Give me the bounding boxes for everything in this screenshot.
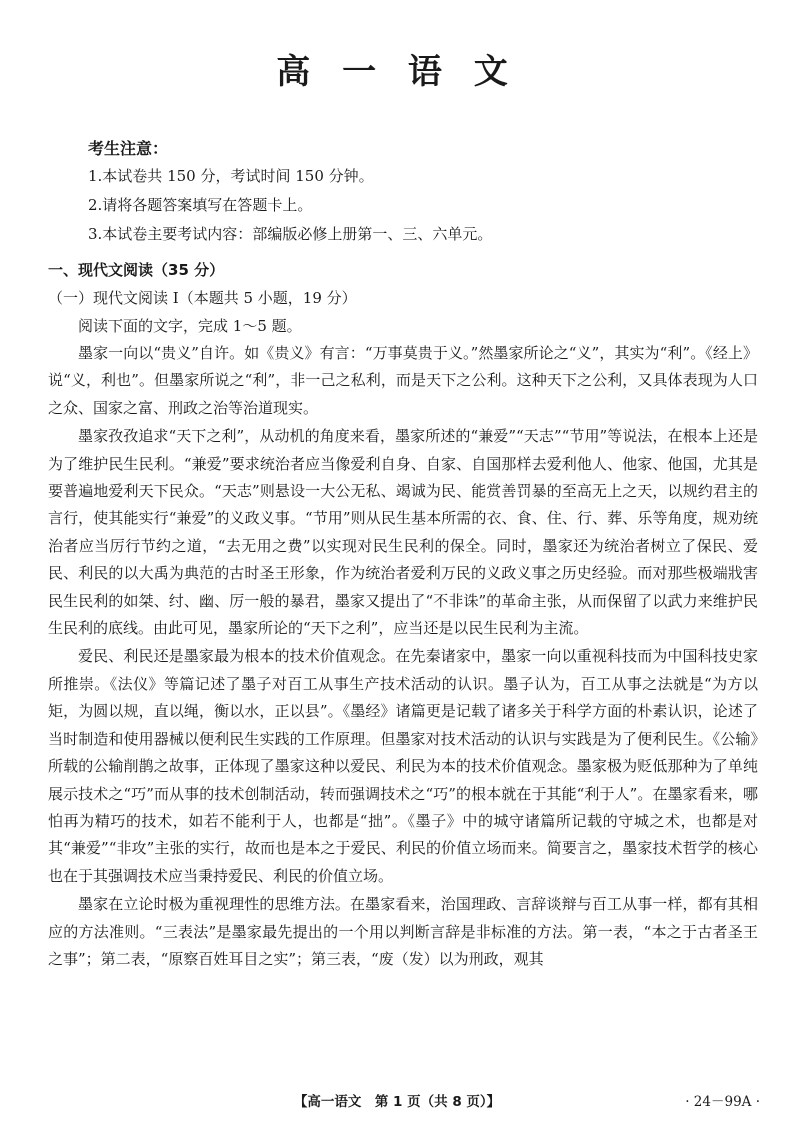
notice-item: 1.本试卷共 150 分，考试时间 150 分钟。 <box>88 167 374 185</box>
passage-paragraph: 墨家在立论时极为重视理性的思维方法。在墨家看来，治国理政、言辞谈辩与百工从事一样，都有其相应的方法准则。“三表法”是墨家最先提出的一个用以判断言辞是非标准的方法。第一表，“本之于古者圣王之事”；第二表，“原察百姓耳目之实”；第三表，“废（发）以为刑政，观其 <box>48 895 758 968</box>
page-number: 【高一语文 第 1 页（共 8 页）】 <box>293 1094 501 1110</box>
page-title: 高 一 语 文 <box>276 52 518 92</box>
section-heading: 一、现代文阅读（35 分） <box>48 261 225 279</box>
passage-paragraph: 墨家孜孜追求“天下之利”，从动机的角度来看，墨家所述的“兼爱”“天志”“节用”等说法，在根本上还是为了维护民生民利。“兼爱”要求统治者应当像爱利自身、自家、自国那样去爱利他人、他家、他国，尤其是要普遍地爱利天下民众。“天志”则悬设一大公无私、竭诚为民、能赏善罚暴的至高无上之天，以规约君主的言行，使其能实行“兼爱”的义政义事。“节用”则从民生基本所需的衣、食、住、行、葬、乐等角度，规劝统治者应当厉行节约之道，“去无用之费”以实现对民生民利的保全。同时，墨家还为统治者树立了保民、爱民、利民的以大禹为典范的古时圣王形象，作为统治者爱利万民的义政义事之历史经验。而对那些极端戕害民生民利的如桀、纣、幽、厉一般的暴君，墨家又提出了“不非诛”的革命主张，从而保留了以武力来维护民生民利的底线。由此可见，墨家所论的“天下之利”，应当还是以民生民利为主流。 <box>48 427 758 638</box>
notice-title: 考生注意： <box>88 139 169 158</box>
passage-paragraph: 爱民、利民还是墨家最为根本的技术价值观念。在先秦诸家中，墨家一向以重视科技而为中国科技史家所推崇。《法仪》等篇记述了墨子对百工从事生产技术活动的认识。墨子认为，百工从事之法就是“为方以矩，为圆以规，直以绳，衡以水，正以县”。《墨经》诸篇更是记载了诸多关于科学方面的朴素认识，论述了当时制造和使用器械以便利民生实践的工作原理。但墨家对技术活动的认识与实践是为了便利民生。《公输》所载的公输削鹊之故事，正体现了墨家这种以爱民、利民为本的技术价值观念。墨家极为贬低那种为了单纯展示技术之“巧”而从事的技术创制活动，转而强调技术之“巧”的根本就在于其能“利于人”。在墨家看来，哪怕再为精巧的技术，如若不能利于人，也都是“拙”。《墨子》中的城守诸篇所记载的守城之术，也都是对其“兼爱”“非攻”主张的实行，故而也是本之于爱民、利民的价值立场而来。简要言之，墨家技术哲学的核心也在于其强调技术应当秉持爱民、利民的价值立场。 <box>48 647 758 885</box>
notice-item: 3.本试卷主要考试内容：部编版必修上册第一、三、六单元。 <box>88 225 493 243</box>
reading-instruction: 阅读下面的文字，完成 1～5 题。 <box>78 317 302 335</box>
subsection-heading: （一）现代文阅读 Ⅰ（本题共 5 小题，19 分） <box>48 289 357 307</box>
reading-section <box>48 256 758 974</box>
notice-item: 2.请将各题答案填写在答题卡上。 <box>88 196 313 214</box>
exam-code: · 24－99A · <box>685 1094 760 1110</box>
exam-notice <box>88 136 738 249</box>
passage-paragraph: 墨家一向以“贵义”自许。如《贵义》有言：“万事莫贵于义。”然墨家所论之“义”，其实为“利”。《经上》说“义，利也”。但墨家所说之“利”，非一己之私利，而是天下之公利。这种天下之公利，又具体表现为人口之众、国家之富、刑政之治等治道现实。 <box>48 344 758 417</box>
